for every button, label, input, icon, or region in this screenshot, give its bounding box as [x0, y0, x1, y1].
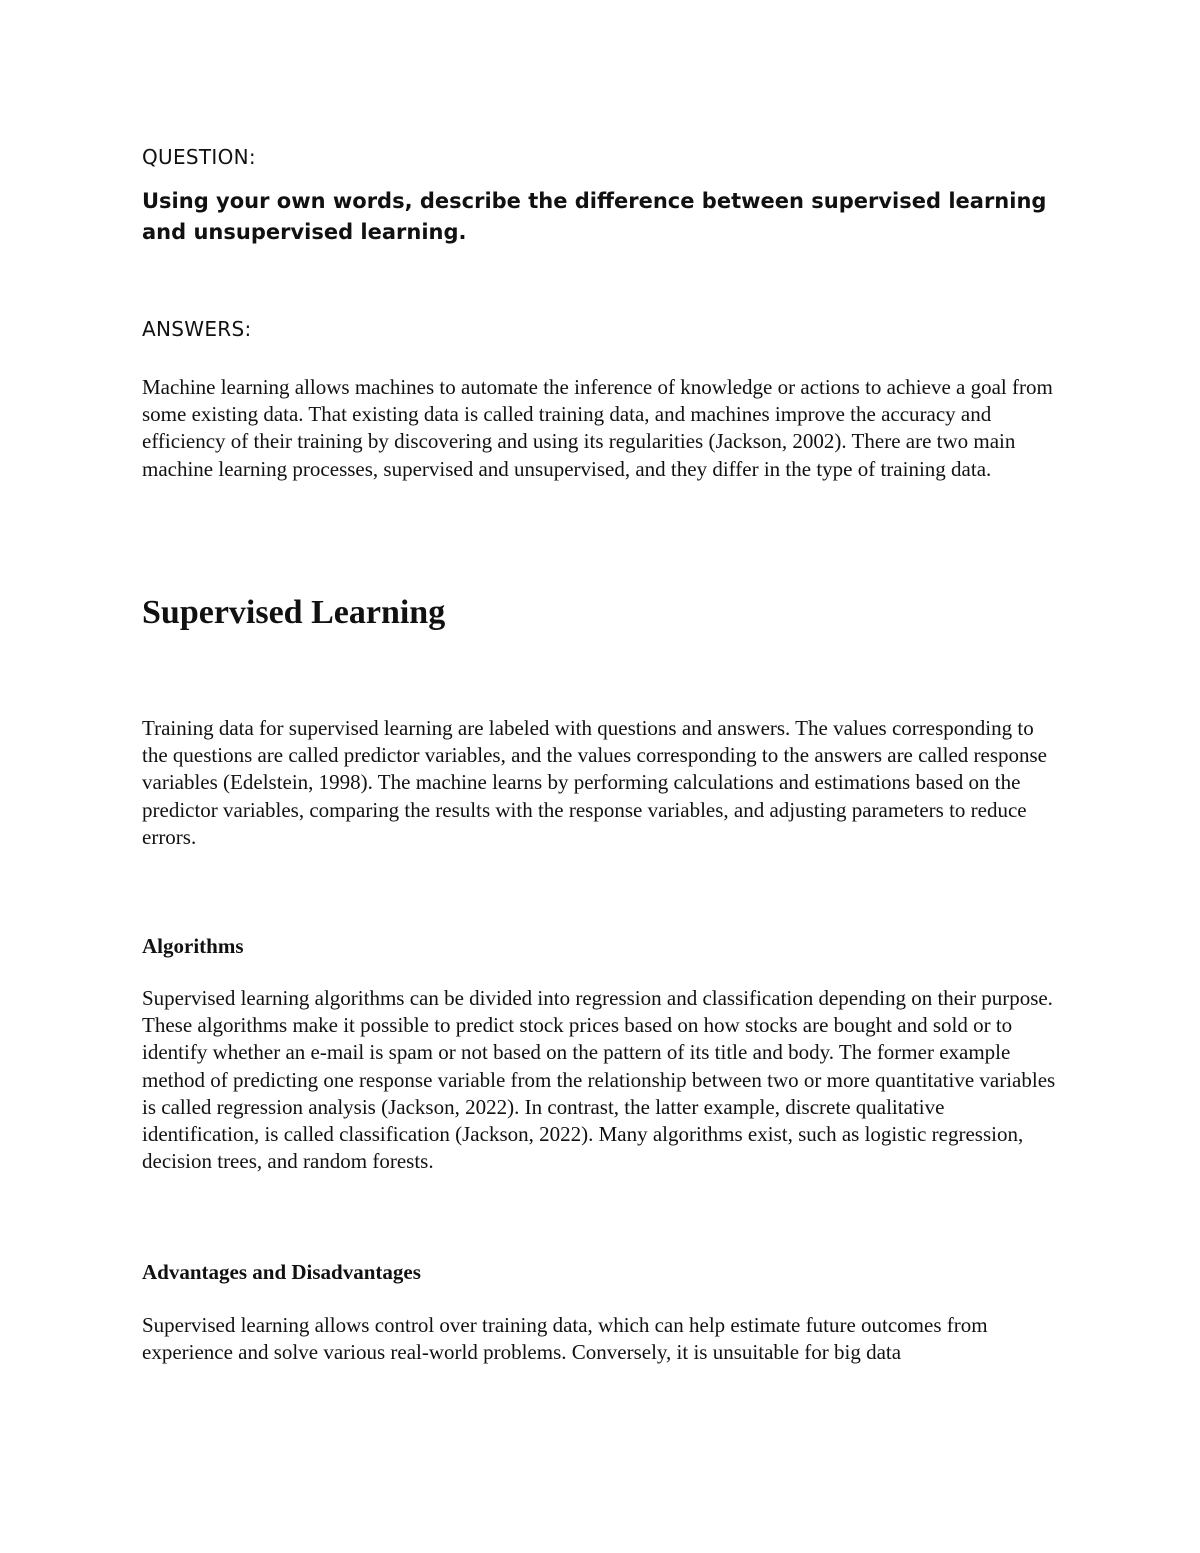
algorithms-paragraph: Supervised learning algorithms can be divided into regression and classification depending on their purpose. These algorithms make it possible to predict stock prices based on how stocks are bought and sold or to identify whether an e-mail is spam or not based on the pattern of its title and body. The former example method of predicting one response variable from the relationship between two or more quantitative variables is called regression analysis (Jackson, 2022). In contrast, the latter example, discrete qualitative identification, is called classification (Jackson, 2022). Many algorithms exist, such as logistic regression, decision trees, and random forests. — [142, 986, 1056, 1174]
advantages-disadvantages-paragraph: Supervised learning allows control over training data, which can help estimate future outcomes from experience and solve various real-world problems. Conversely, it is unsuitable for big data — [142, 1313, 988, 1365]
question-text: Using your own words, describe the difference between supervised learning and unsupervised learning. — [142, 189, 1047, 244]
answers-label: ANSWERS: — [142, 317, 252, 341]
advantages-disadvantages-heading: Advantages and Disadvantages — [142, 1260, 421, 1284]
intro-paragraph: Machine learning allows machines to automate the inference of knowledge or actions to achieve a goal from some existing data. That existing data is called training data, and machines improve the accuracy and efficiency of their training by discovering and using its regularities (Jackson, 2002). There are two main machine learning processes, supervised and unsupervised, and they differ in the type of training data. — [142, 375, 1053, 481]
supervised-learning-paragraph: Training data for supervised learning are labeled with questions and answers. The values corresponding to the questions are called predictor variables, and the values corresponding to the answers are called response variables (Edelstein, 1998). The machine learns by performing calculations and estimations based on the predictor variables, comparing the results with the response variables, and adjusting parameters to reduce errors. — [142, 716, 1047, 849]
supervised-learning-heading: Supervised Learning — [142, 594, 446, 631]
algorithms-heading: Algorithms — [142, 934, 244, 958]
question-label: QUESTION: — [142, 145, 256, 169]
